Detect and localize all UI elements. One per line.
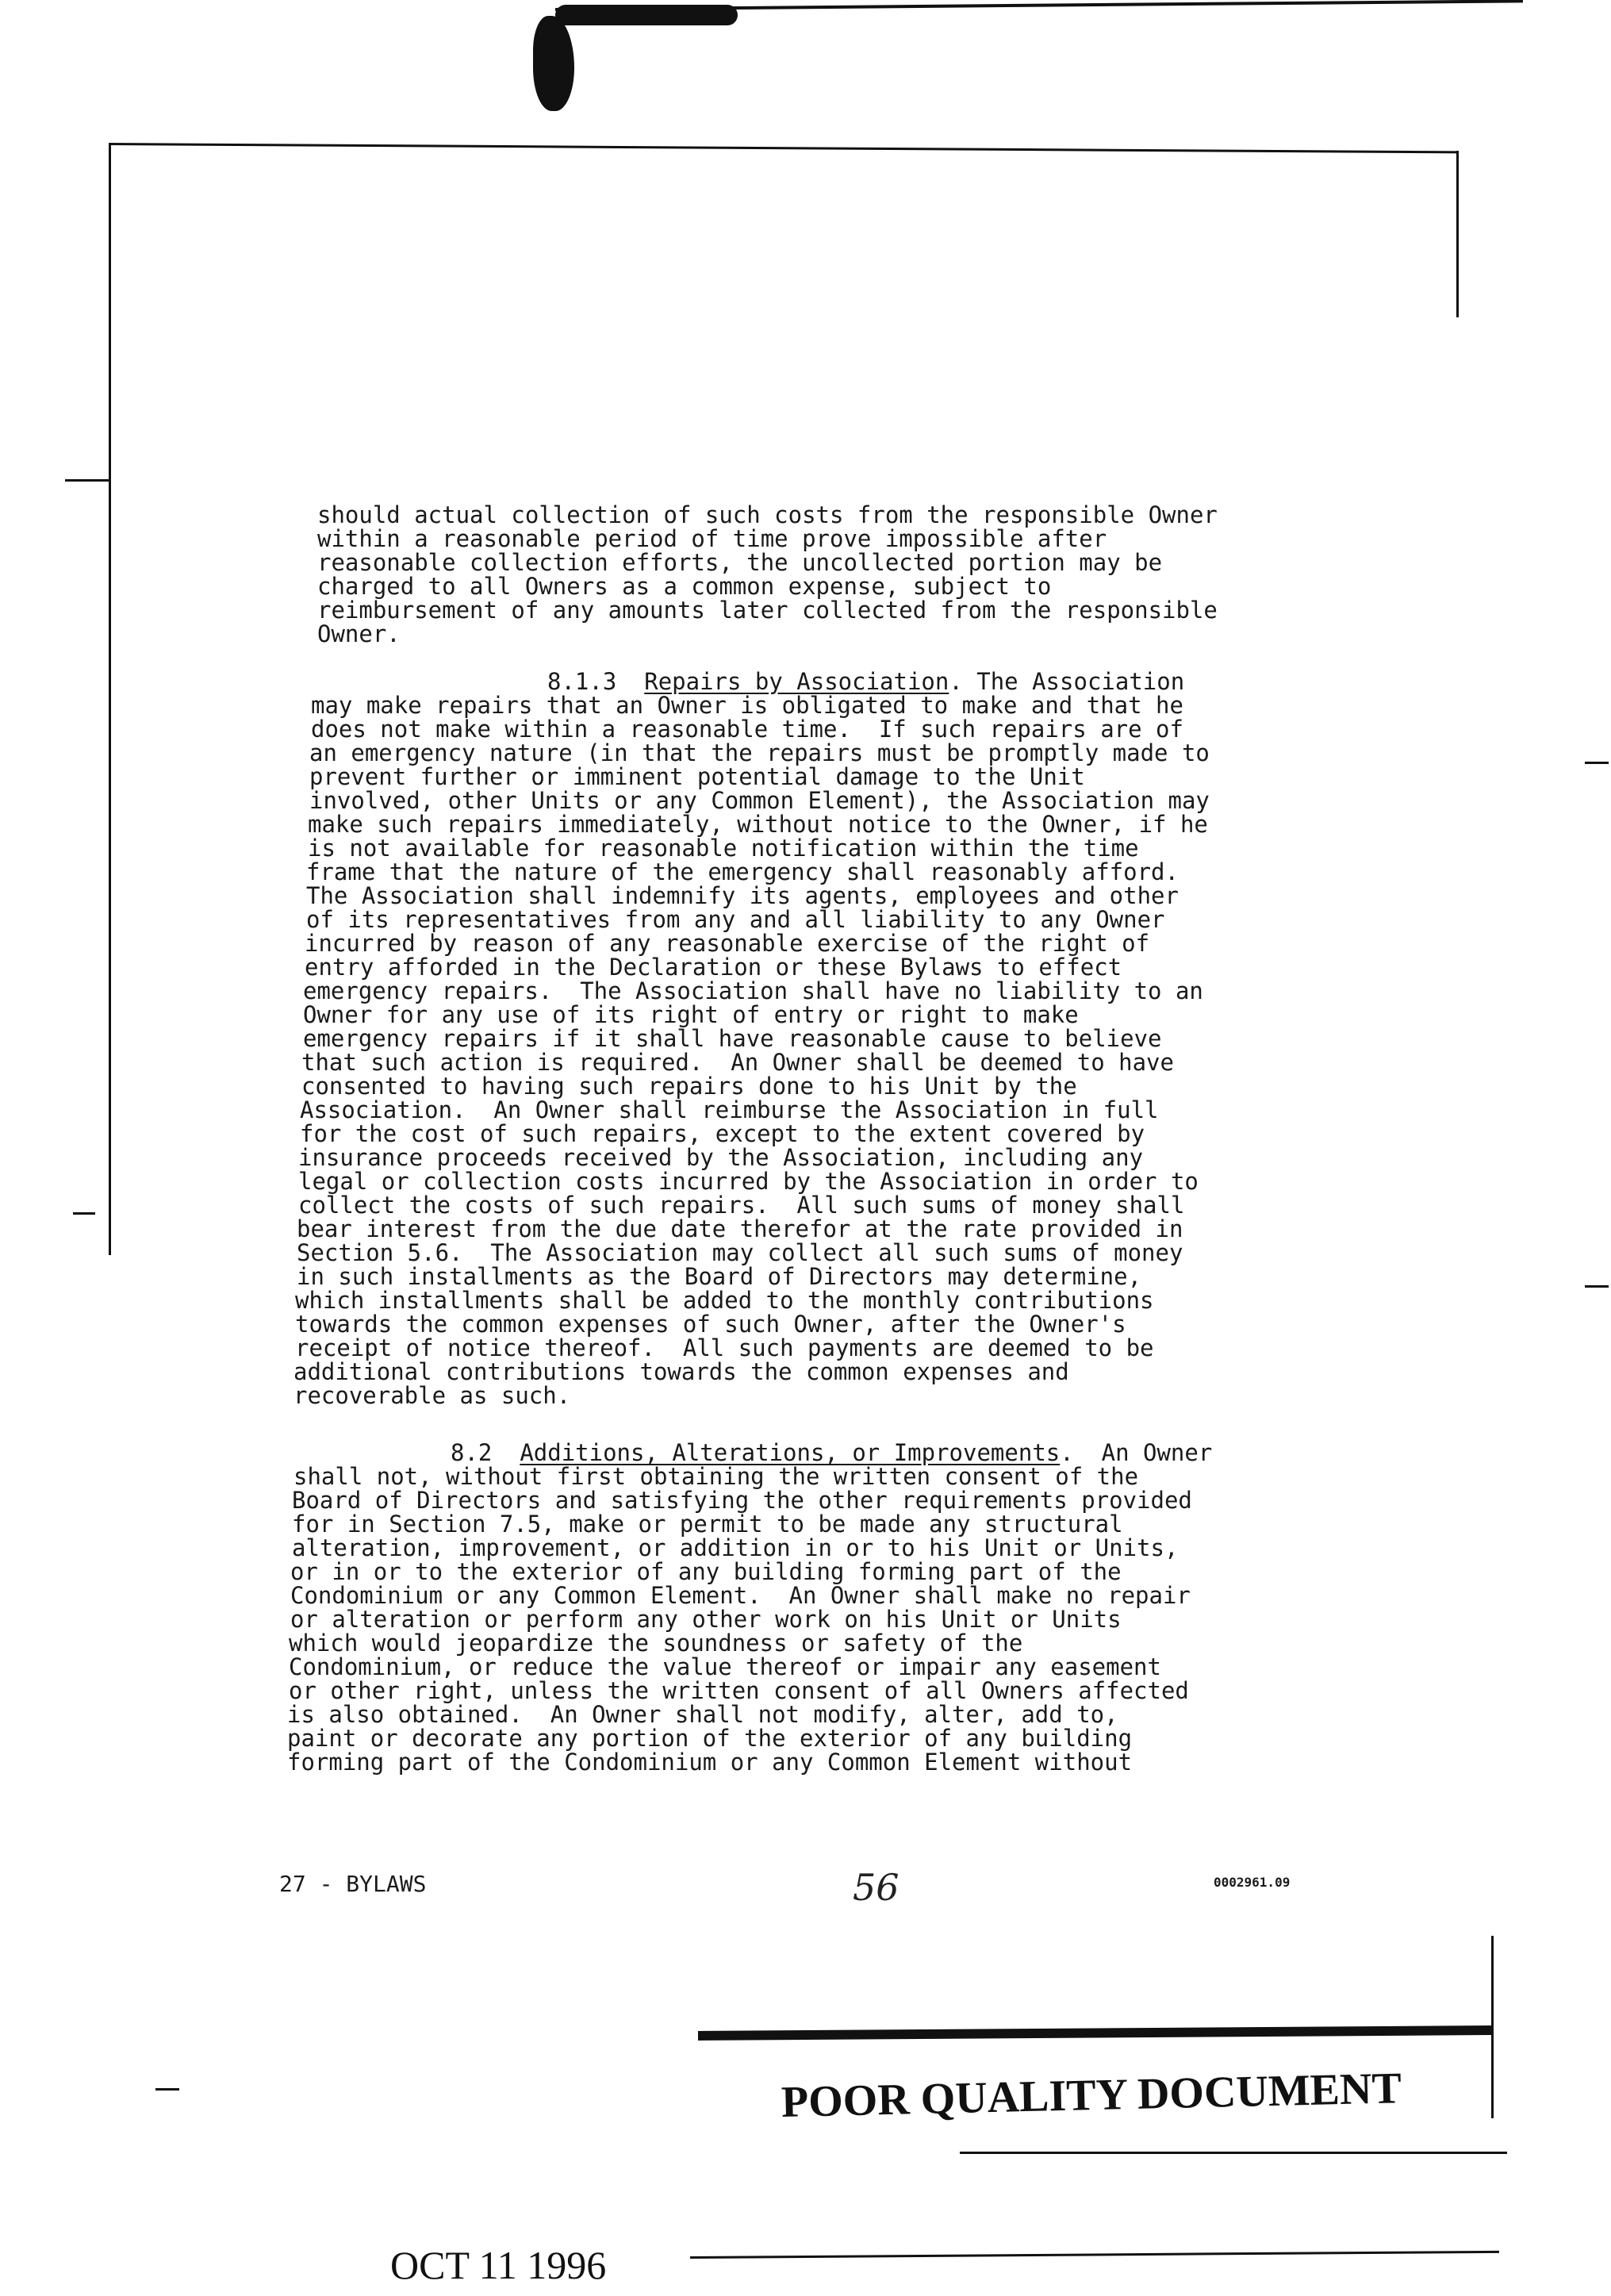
poor-quality-stamp: POOR QUALITY DOCUMENT <box>781 2064 1402 2127</box>
section-number: 8.1.3 <box>547 668 617 695</box>
margin-mark <box>1585 1285 1609 1288</box>
margin-mark <box>73 1212 95 1215</box>
text-line: paint or decorate any portion of the exterior of any building <box>287 1725 1133 1752</box>
text-line: which installments shall be added to the monthly contributions <box>295 1287 1154 1314</box>
text-line: forming part of the Condominium or any Common Element without <box>287 1749 1133 1776</box>
text-line: frame that the nature of the emergency shall reasonably afford. <box>306 858 1179 885</box>
stamp-box-top <box>698 2025 1491 2041</box>
handwritten-page-number: 56 <box>853 1866 899 1909</box>
page-border-top <box>109 143 1459 153</box>
text-line: charged to all Owners as a common expense, subject to <box>317 573 1052 600</box>
text-line: in such installments as the Board of Directors may determine, <box>297 1263 1142 1290</box>
page-label: 27 - BYLAWS <box>279 1871 427 1897</box>
heading-rest: . The Association <box>949 668 1185 695</box>
text-line: shall not, without first obtaining the written consent of the <box>293 1463 1139 1490</box>
text-line: within a reasonable period of time prove impossible after <box>317 525 1107 552</box>
text-line: emergency repairs if it shall have reasonable cause to believe <box>303 1025 1162 1052</box>
text-line: Condominium or any Common Element. An Owner shall make no repair <box>290 1582 1191 1609</box>
text-line: reimbursement of any amounts later collected from the responsible <box>317 597 1218 624</box>
section-heading: Repairs by Association <box>644 668 949 695</box>
text-line: for the cost of such repairs, except to the extent covered by <box>300 1120 1145 1147</box>
document-code: 0002961.09 <box>1214 1875 1291 1890</box>
bottom-rule <box>690 2251 1499 2259</box>
section-heading: Additions, Alterations, or Improvements <box>520 1439 1061 1466</box>
text-line: involved, other Units or any Common Element), the Association may <box>309 787 1210 814</box>
text-line: is not available for reasonable notification within the time <box>308 835 1139 862</box>
text-line: incurred by reason of any reasonable exercise of the right of <box>305 930 1150 957</box>
text-line: towards the common expenses of such Owner, after the Owner's <box>295 1311 1126 1338</box>
text-line: recoverable as such. <box>293 1382 571 1409</box>
text-line: that such action is required. An Owner shall be deemed to have <box>301 1049 1174 1076</box>
text-line: prevent further or imminent potential damage to the Unit <box>309 763 1085 790</box>
text-line: for in Section 7.5, make or permit to be made any structural <box>292 1511 1123 1538</box>
margin-mark <box>65 479 111 482</box>
stamp-box-bottom <box>960 2152 1507 2154</box>
scan-smudge-top <box>555 5 738 25</box>
text-line: receipt of notice thereof. All such payments are deemed to be <box>295 1334 1154 1361</box>
text-line: The Association shall indemnify its agents, employees and other <box>306 882 1179 909</box>
scan-smudge <box>533 16 574 111</box>
page-border-right-lower <box>1491 1936 1494 2118</box>
section-heading-line <box>547 670 1184 693</box>
text-line: should actual collection of such costs from the responsible Owner <box>317 501 1218 528</box>
text-line: Owner for any use of its right of entry or right to make <box>303 1001 1079 1028</box>
page-border-right <box>1456 151 1459 317</box>
text-line: alteration, improvement, or addition in or to his Unit or Units, <box>292 1534 1179 1561</box>
section-heading-line <box>451 1441 1212 1465</box>
text-line: emergency repairs. The Association shall have no liability to an <box>303 977 1203 1004</box>
text-line: or alteration or perform any other work on his Unit or Units <box>290 1606 1122 1633</box>
text-line: make such repairs immediately, without notice to the Owner, if he <box>308 811 1208 838</box>
text-line: consented to having such repairs done to his Unit by the <box>301 1073 1077 1100</box>
text-line: Section 5.6. The Association may collect all such sums of money <box>297 1239 1183 1266</box>
page-border-left <box>109 144 111 1255</box>
text-line: collect the costs of such repairs. All such sums of money shall <box>298 1192 1185 1219</box>
text-line: bear interest from the due date therefor at the rate provided in <box>297 1215 1183 1242</box>
text-line: reasonable collection efforts, the uncollected portion may be <box>317 549 1163 576</box>
text-line: or in or to the exterior of any building forming part of the <box>290 1558 1122 1585</box>
text-line: Condominium, or reduce the value thereof or impair any easement <box>289 1653 1161 1680</box>
text-line: is also obtained. An Owner shall not modify, alter, add to, <box>287 1701 1118 1728</box>
heading-rest: . An Owner <box>1060 1439 1213 1466</box>
section-number: 8.2 <box>451 1439 493 1466</box>
text-line: Association. An Owner shall reimburse the Association in full <box>300 1096 1159 1123</box>
text-line: Board of Directors and satisfying the other requirements provided <box>292 1487 1192 1514</box>
text-line: insurance proceeds received by the Association, including any <box>298 1144 1144 1171</box>
margin-mark <box>1585 762 1609 764</box>
text-line: may make repairs that an Owner is obligated to make and that he <box>311 692 1183 719</box>
text-line: or other right, unless the written consent of all Owners affected <box>289 1677 1189 1704</box>
text-line: Owner. <box>317 620 401 647</box>
text-line: entry afforded in the Declaration or these Bylaws to effect <box>305 954 1122 981</box>
text-line: of its representatives from any and all liability to any Owner <box>306 906 1165 933</box>
text-line: legal or collection costs incurred by the Association in order to <box>298 1168 1199 1195</box>
text-line: an emergency nature (in that the repairs must be promptly made to <box>309 739 1210 766</box>
text-line: which would jeopardize the soundness or safety of the <box>289 1630 1023 1657</box>
margin-mark <box>155 2088 179 2091</box>
text-line: does not make within a reasonable time. If such repairs are of <box>311 716 1183 743</box>
date-stamp: OCT 11 1996 <box>390 2243 607 2287</box>
text-line: additional contributions towards the common expenses and <box>293 1358 1069 1385</box>
